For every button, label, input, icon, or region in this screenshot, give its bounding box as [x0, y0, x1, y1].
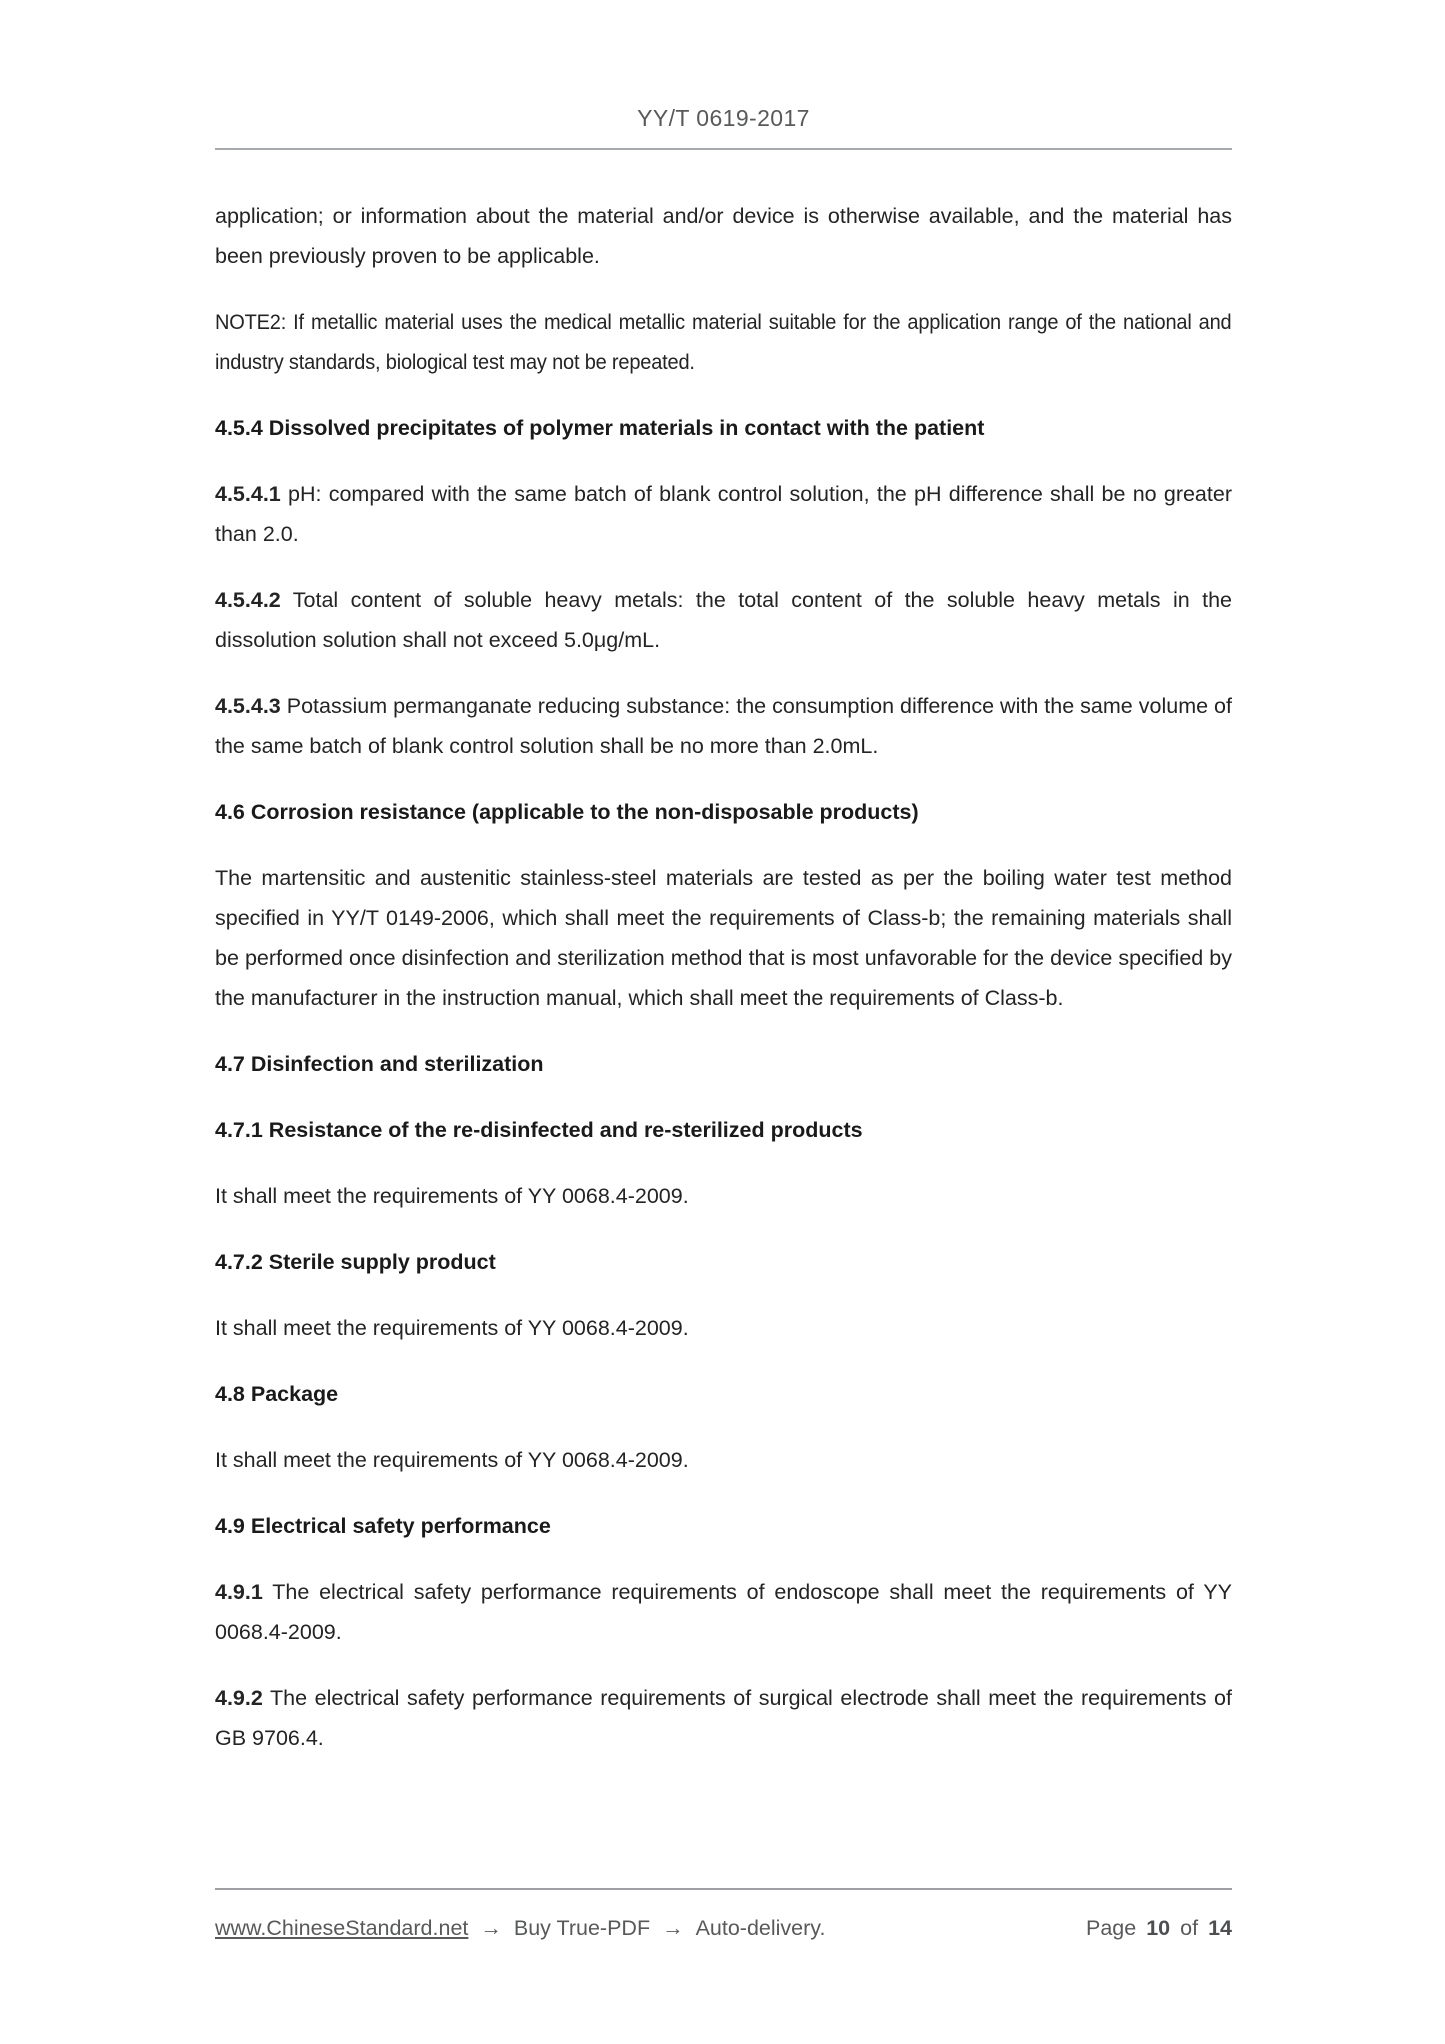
document-body — [215, 196, 1232, 1758]
page-label: Page — [1086, 1916, 1137, 1940]
clause-text: It shall meet the requirements of YY 0068.4-2009. — [215, 1184, 689, 1208]
clause-text: It shall meet the requirements of YY 0068.4-2009. — [215, 1316, 689, 1340]
clause-text: It shall meet the requirements of YY 0068.4-2009. — [215, 1448, 689, 1472]
paragraph-text: application; or information about the material and/or device is otherwise available, and the material has been previously proven to be applicable. — [215, 204, 1232, 268]
clause-4-7-1-paragraph — [215, 1176, 1232, 1216]
clause-heading-4-7: 4.7 Disinfection and sterilization — [215, 1052, 544, 1076]
clause-number: 4.5.4.3 — [215, 694, 281, 718]
clause-heading-4-9: 4.9 Electrical safety performance — [215, 1514, 551, 1538]
clause-text: pH: compared with the same batch of blank control solution, the pH difference shall be no greater than 2.0. — [215, 482, 1232, 546]
clause-heading-4-7-2: 4.7.2 Sterile supply product — [215, 1250, 496, 1274]
clause-text: Total content of soluble heavy metals: the total content of the soluble heavy metals in the dissolution solution shall not exceed 5.0μg/mL. — [215, 588, 1232, 652]
clause-4-5-4-3 — [215, 686, 1232, 766]
clause-number: 4.5.4.1 — [215, 482, 281, 506]
clause-text: The electrical safety performance requirements of endoscope shall meet the requirements of YY 0068.4-2009. — [215, 1580, 1232, 1644]
clause-number: 4.9.1 — [215, 1580, 263, 1604]
clause-4-6-paragraph — [215, 858, 1232, 1018]
content-column — [215, 0, 1232, 1784]
clause-text: Potassium permanganate reducing substance: the consumption difference with the same volume of the same batch of blank control solution shall be no more than 2.0mL. — [215, 694, 1232, 758]
page-header — [215, 104, 1232, 150]
clause-4-5-4-2 — [215, 580, 1232, 660]
clause-heading-4-8: 4.8 Package — [215, 1382, 339, 1406]
note-paragraph — [215, 302, 1231, 382]
of-label: of — [1180, 1916, 1199, 1940]
clause-4-5-4-1 — [215, 474, 1232, 554]
footer-left — [215, 1908, 825, 1948]
clause-4-8-paragraph — [215, 1440, 1232, 1480]
clause-heading-4-7-1: 4.7.1 Resistance of the re-disinfected and re-sterilized products — [215, 1118, 863, 1142]
clause-text: The martensitic and austenitic stainless-steel materials are tested as per the boiling water test method specified in YY/T 0149-2006, which shall meet the requirements of Class-b; the remaining materials shall be performed once disinfection and sterilization method that is most unfavorable for the device specified by the manufacturer in the instruction manual, which shall meet the requirements of Class-b. — [215, 866, 1232, 1010]
header-rule — [215, 148, 1232, 150]
clause-4-7-2-paragraph — [215, 1308, 1232, 1348]
clause-heading-4-6: 4.6 Corrosion resistance (applicable to the non-disposable products) — [215, 800, 919, 824]
clause-text: The electrical safety performance requirements of surgical electrode shall meet the requirements of GB 9706.4. — [215, 1686, 1232, 1750]
footer-rule — [215, 1888, 1232, 1890]
arrow-right-icon: → — [480, 1916, 502, 1940]
arrow-right-icon: → — [662, 1916, 684, 1940]
doc-number: YY/T 0619-2017 — [637, 105, 810, 131]
clause-4-9-2 — [215, 1678, 1232, 1758]
clause-number: 4.5.4.2 — [215, 588, 281, 612]
page-number-total: 14 — [1208, 1916, 1232, 1940]
note-text: NOTE2: If metallic material uses the medical metallic material suitable for the application range of the national and industry standards, biological test may not be repeated. — [215, 310, 1232, 374]
page-number-current: 10 — [1146, 1916, 1171, 1940]
page-indicator — [1086, 1908, 1232, 1948]
paragraph-intro-continuation — [215, 196, 1232, 276]
buy-pdf-label: Buy True-PDF — [513, 1916, 651, 1940]
site-link[interactable]: www.ChineseStandard.net — [215, 1916, 469, 1940]
clause-number: 4.9.2 — [215, 1686, 263, 1710]
page-footer — [215, 1908, 1232, 1948]
clause-4-9-1 — [215, 1572, 1232, 1652]
auto-delivery-label: Auto-delivery. — [695, 1916, 826, 1940]
clause-heading-4-5-4: 4.5.4 Dissolved precipitates of polymer materials in contact with the patient — [215, 416, 985, 440]
